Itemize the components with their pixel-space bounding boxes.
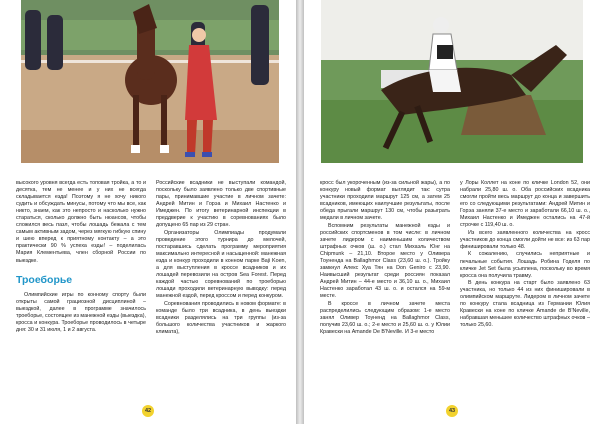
paragraph: Вспомним результаты манежной езды и российских спортсменов в том числе: в личном зачете лидером с наименьшим количеством штрафных очков (ш. о.) стал Михаэль Юнг на Chipmunk – 21,10. Второе место у Оливера Тоуненда на Ballaghmor Class (23,60 ш. о.). Тройку замкнул Алекс Хуа Тян на Don Geniro с 23,90. Наивысший результат среди россиян показал Андрей Митин – 44-е место и 36,10 ш. о., Михаил Настенко заработал 43 ш. о. и остался на 59-м месте. <box>320 222 450 300</box>
book-gutter <box>296 0 304 424</box>
paragraph: В день конкура на старт было заявлено 63 участника, но только 44 из них финишировали в олимпийском маршруте. Лидером в личном зачете по конкуру стала всадница из Германии Юлия Кравески на коне по кличке Amande de B'Neville, набравшая меньшее количество штрафных очков – только 25,60. <box>460 280 590 329</box>
section-heading: Троеборье <box>16 273 73 286</box>
paragraph: высокого уровня всегда есть топовая тройка, а то и десятка, тем не менее и у них не всегда складывается езда! Поэтому я не хочу никого судить и обсуждать минусы, потому что мы все, как никто, знаем, как это непросто и насколько нужно стараться, сколько должно быть нюансов, чтобы сложился весь пазл, чтобы лошадь бежала с тем самым активным задом, через мягкую гибкую спину и шею вперед к приятному контакту – а это практически 90 % успеха езды! – поделилась Мария Клементьева, член сборной России по выездке. <box>16 180 146 264</box>
horse-handler-photo <box>21 0 279 163</box>
paragraph: Олимпийские игры по конному спорту были открыты самой грациозной дисциплиной – выездкой, далее в программе значилось троеборье, состоящее из манежной езды (выездка), кросса и конкура. Троеборье проводилось в четыре дня: 30 и 31 июля, 1 и 2 августа. <box>16 291 146 333</box>
right-page-column-1 <box>320 180 450 402</box>
left-page-column-1 <box>16 180 146 402</box>
left-page-column-2 <box>156 180 286 402</box>
right-page-column-2 <box>460 180 590 402</box>
paragraph: К сожалению, случились неприятные и печальные события. Лошадь Робина Годеля по кличке Jet Set была усыплена, поскольку во время кросса она получила травму. <box>460 251 590 279</box>
page-number-badge: 42 <box>142 405 154 417</box>
left-page <box>0 0 296 424</box>
right-page <box>304 0 600 424</box>
paragraph: Российские всадники не выступали командой, поскольку было заявлено только две спортивные пары, принимавшие участие в личном зачете: Андрей Митин и Горэа и Михаил Настенко и Имеджен. По итогу ветеринарной инспекции в преддверие к участию в соревнованиях было допущено 65 пар из 29 стран. <box>156 180 286 229</box>
paragraph: у Лоры Коллет на коне по кличке London 52, они набрали 25,80 ш. о. Оба российских всадника смогли пройти весь маршрут до конца и завершить его со следующими результатами: Андрей Митин и Горэа заняли 37-е место и заработали 66,10 ш. о., Михаил Настенко и Имеджен остались на 47-й строчке с 119,40 ш. о. <box>460 180 590 229</box>
paragraph: В кроссе в личном зачете места распределились следующим образом: 1-е место занял Оливер Тоуненд на Ballaghmor Class, получив 23,60 ш. о.; 2-е место и 25,60 ш. о. у Юлии Кравески на Amande De B'Neville. И 3-е место <box>320 300 450 335</box>
cross-country-jump-photo <box>321 0 583 163</box>
paragraph: Организаторы Олимпиады продумали проведение этого турнира до мелочей, постаравшись сделать программу мероприятия максимально интересной и насыщенной: манежная езда и конкур проходили в конном парке Baji Koen, а для выступления в кроссе всадников и их лошадей перевозили на остров Sea Forest. Перед каждой частью соревнований по троеборью лошади проходили ветеринарную выводку: перед манежной ездой, перед кроссом и перед конкуром. <box>156 229 286 300</box>
page-number-badge: 43 <box>446 405 458 417</box>
cross-country-jump-photo-icon <box>321 0 583 163</box>
paragraph: Из всего заявленного количества на кросс участников до конца смогли дойти не все: из 63 пар финишировали только 48. <box>460 229 590 250</box>
horse-handler-photo-icon <box>21 0 279 163</box>
paragraph: кросс был укороченным (из-за сильной жары), а по конкуру новый формат выглядит так: сутра участники проходили маршрут 125 см, а затем 25 всадников, имеющих наилучшие результаты, после обеда прыгали маршрут 130 см, чтобы разыграть медали в личном зачете. <box>320 180 450 222</box>
paragraph: Соревнования проводились в новом формате: в команде было три всадника, в день выездки всадники разделялись на три группы (из-за большого количества участников и жаркого климата), <box>156 300 286 335</box>
